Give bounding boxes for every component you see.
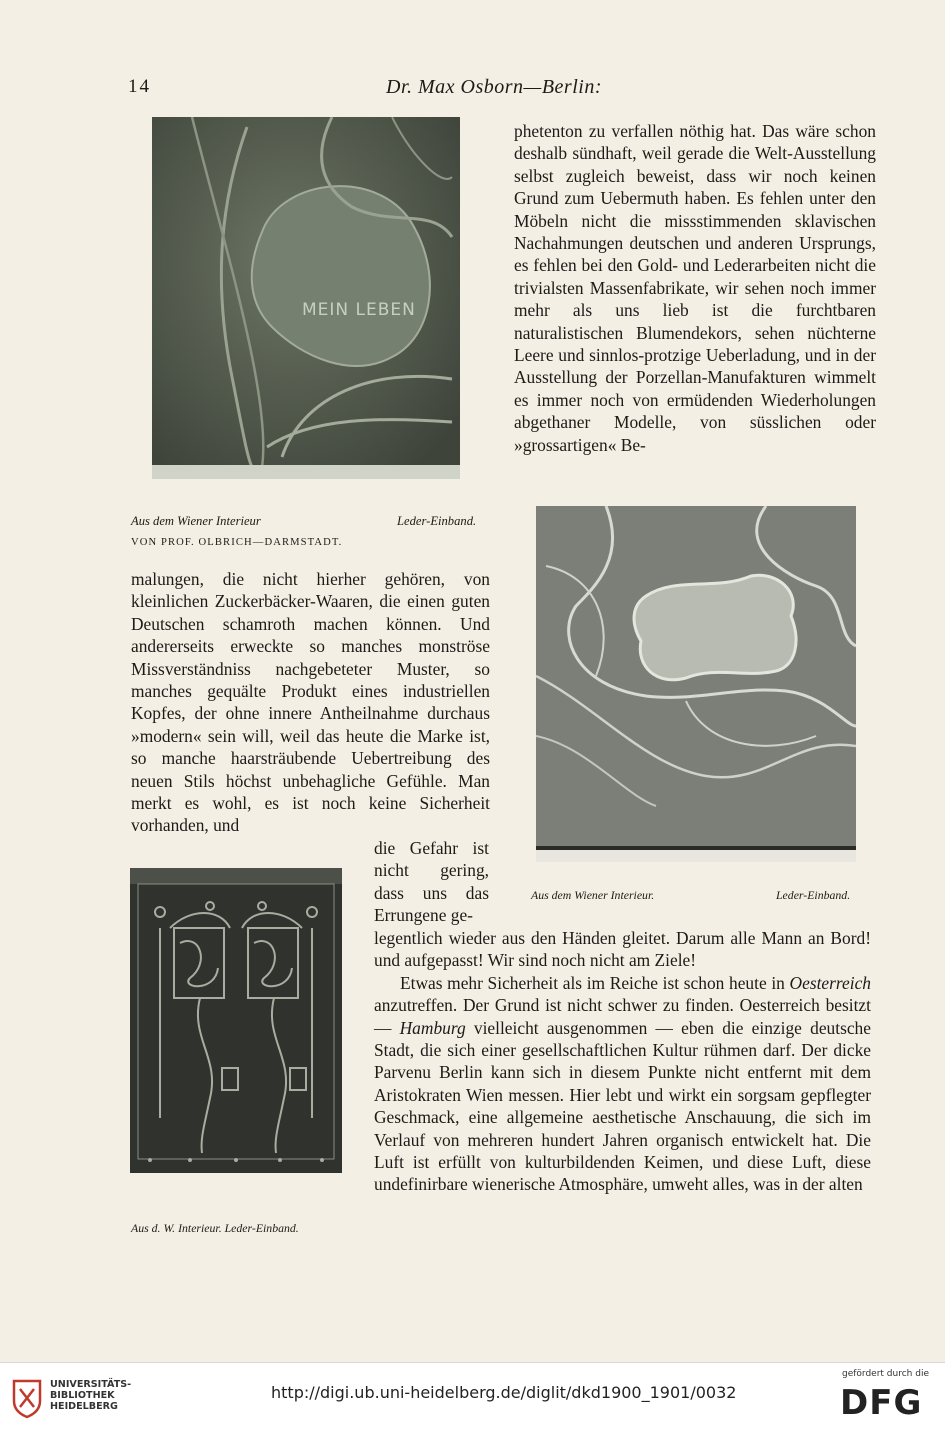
running-title-text: Dr. Max Osborn—Berlin:	[386, 76, 602, 98]
plate-leather-binding-olbrich	[152, 117, 460, 479]
funding-note: gefördert durch die	[842, 1369, 929, 1379]
footer-bar	[0, 1362, 945, 1433]
university-name	[50, 1379, 131, 1412]
caption-plate1-left: Aus dem Wiener Interieur	[131, 514, 261, 528]
text-column-bottom	[374, 927, 871, 1196]
text-column-right-top	[514, 120, 876, 456]
caption-plate2-right: Leder-Einband.	[776, 888, 851, 902]
text-run: vielleicht ausgenommen — eben die einzige deutsche Stadt, die sich einer gesellschaftlichen Kultur rühmen darf. Der dicke Parvenu Berlin kann sich in diesem Punkte nicht entfernt mit dem Aristokraten Wien messen. Hier lebt und wirkt ein sorgsam gepflegter Geschmack, eine allgemeine aesthetische Anschauung, die sich im Verlauf von mehreren hundert Jahren organisch entwickelt hat. Die Luft ist erfüllt von kulturbildenden Keimen, und diese Luft, diese undefinirbare wienerische Atmosphäre, umweht alles, was in der alten	[374, 1017, 871, 1195]
university-line: HEIDELBERG	[50, 1401, 118, 1412]
paragraph: phetenton zu verfallen nöthig hat. Das wäre schon deshalb sündhaft, weil gerade die Welt-Ausstellung selbst zugleich beweist, dass wir noch keinen Grund zum Uebermuth haben. Es fehlen unter den Möbeln nicht die missstimmenden sklavischen Nachahmungen deutschen und anderen Ursprungs, es fehlen bei den Gold- und Lederarbeiten nicht die trivialsten Massenfabrikate, wir sehen noch immer mehr als uns lieb ist die furchtbaren naturalistischen Blumendekors, sehen nüchterne Leere und sinnlos-protzige Ueberladung, und in der Ausstellung der Porzellan-Manufakturen wimmelt es immer noch von ermüdenden Wiederholungen abgethaner Modelle, von süsslichen oder »grossartigen« Be-	[514, 121, 876, 455]
text-run-italic: Hamburg	[399, 1017, 466, 1038]
running-title	[300, 76, 760, 99]
university-line: UNIVERSITÄTS-	[50, 1379, 132, 1390]
university-line: BIBLIOTHEK	[50, 1390, 115, 1401]
cover-lettering: MEIN LEBEN	[302, 300, 416, 320]
plate-leather-binding-cartouche	[536, 506, 856, 862]
text-run-italic: Oesterreich	[789, 972, 871, 993]
paragraph: legentlich wieder aus den Händen gleitet. Darum alle Mann an Bord! und aufgepasst! Wir sind noch nicht am Ziele!	[374, 928, 871, 971]
plate-leather-binding-double-ornament	[130, 868, 342, 1173]
caption-plate1-credit: VON PROF. OLBRICH—DARMSTADT.	[131, 537, 343, 548]
text-line: die Gefahr ist	[374, 838, 489, 858]
caption-plate2-left: Aus dem Wiener Interieur.	[531, 888, 655, 902]
text-line: Errungene ge-	[374, 905, 473, 926]
dfg-logo: DFG	[840, 1383, 923, 1423]
text-column-narrow	[374, 837, 489, 927]
text-column-left-mid	[131, 568, 490, 837]
university-seal-icon	[10, 1377, 44, 1424]
source-url-link[interactable]: http://digi.ub.uni-heidelberg.de/diglit/dkd1900_1901/0032	[271, 1383, 737, 1402]
text-run: anzutreffen. Der Grund ist nicht schwer zu finden. Oesterreich besitzt —	[374, 995, 871, 1038]
text-run: Etwas mehr Sicherheit als im Reiche ist schon heute in	[400, 972, 790, 993]
page-number: 14	[128, 76, 151, 97]
text-line: nicht gering,	[374, 860, 489, 881]
caption-plate1-right: Leder-Einband.	[397, 514, 477, 528]
caption-plate3: Aus d. W. Interieur. Leder-Einband.	[131, 1221, 299, 1235]
paragraph: malungen, die nicht hierher gehören, von kleinlichen Zuckerbäcker-Waaren, die einen guten Deutschen schamroth machen können. Und andererseits erweckte so manches monströse Missverständniss nachgebeteter Muster, so manches gequälte Produkt eines industriellen Kopfes, der ohne innere Antheilnahme durchaus »modern« sein will, weil das heute die Marke ist, so manche haarsträubende Uebertreibung des neuen Stils höchst unbehagliche Gefühle. Man merkt es wohl, es ist noch keine Sicherheit vorhanden, und	[131, 569, 490, 836]
text-line: dass uns das	[374, 882, 489, 903]
paragraph	[374, 972, 871, 1196]
